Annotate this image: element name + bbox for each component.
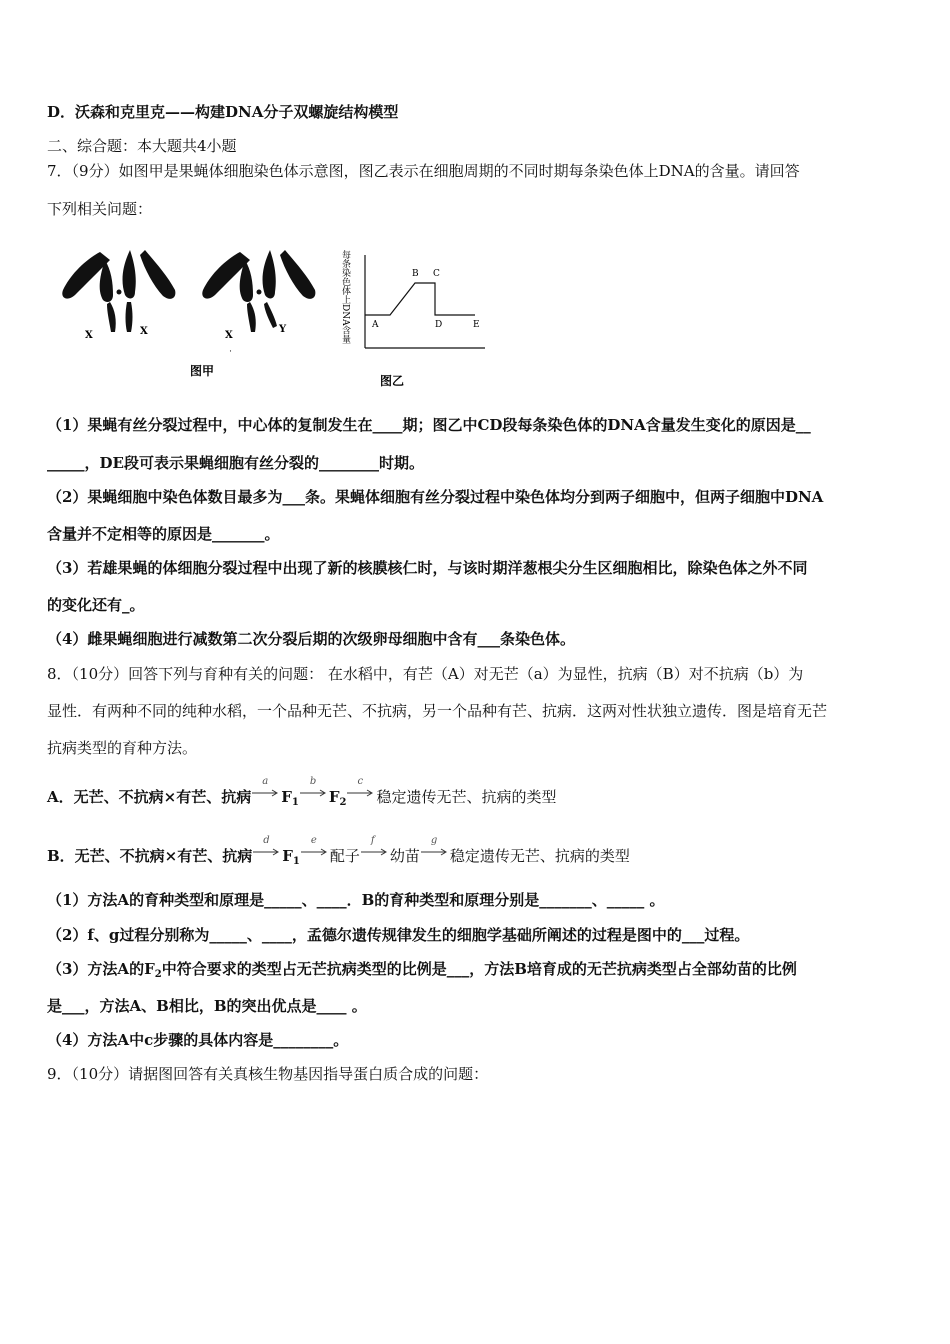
q7-stem-2: 下列相关问题： <box>47 200 153 218</box>
q7-p1-line2: _____，DE段可表示果蝇细胞有丝分裂的________时期。 <box>47 454 424 472</box>
male-x-label: X <box>225 330 233 341</box>
q8-p3-line2: 是___，方法A、B相比，B的突出优点是____ 。 <box>47 997 367 1015</box>
female-x2-label: X <box>140 326 148 337</box>
point-d: D <box>435 320 443 330</box>
q9-stem: 9．（10分）请据图回答有关真核生物基因指导蛋白质合成的问题： <box>47 1065 489 1083</box>
arrow-b: b <box>300 784 328 804</box>
q8-p4: （4）方法A中c步骤的具体内容是________。 <box>47 1031 349 1049</box>
arrow-d: d <box>253 843 281 863</box>
arrow-c: c <box>347 784 375 804</box>
method-b: B．无芒、不抗病×有芒、抗病 d $F_1$ e 配子 f 幼苗 g 稳定遗传无芒、抗病的类型 <box>47 835 630 867</box>
arrow-g: g <box>421 843 449 863</box>
arrow-e: e <box>301 843 329 863</box>
q8-stem-3: 抗病类型的育种方法。 <box>47 739 198 757</box>
fig-jia-caption: 图甲 <box>190 364 215 378</box>
point-a: A <box>372 320 379 330</box>
male-y-label: Y <box>279 324 287 335</box>
q8-p1: （1）方法A的育种类型和原理是_____、____．B的育种类型和原理分别是_______、_____ 。 <box>47 891 665 909</box>
q7-p2-line1: （2）果蝇细胞中染色体数目最多为___条。果蝇体细胞有丝分裂过程中染色体均分到两子细胞中，但两子细胞中DNA <box>47 488 824 506</box>
female-karyotype <box>62 250 175 332</box>
fig-yi-graph <box>365 255 485 348</box>
point-e: E <box>473 320 480 330</box>
arrow-a: a <box>252 784 280 804</box>
q8-p2: （2）f、g过程分别称为_____、____，孟德尔遗传规律发生的细胞学基础所阐述的过程是图中的___过程。 <box>47 926 750 944</box>
q7-p2-line2: 含量并不定相等的原因是_______。 <box>47 525 280 543</box>
male-karyotype <box>202 250 315 332</box>
q8-p3-line1: （3）方法A的$F_2$中符合要求的类型占无芒抗病类型的比例是___，方法B培育成的无芒抗病类型占全部幼苗的比例 <box>47 960 797 980</box>
q8-stem-1: 8．（10分）回答下列与育种有关的问题： 在水稻中，有芒（A）对无芒（a）为显性，抗病（B）对不抗病（b）为 <box>47 665 804 683</box>
method-a: A．无芒、不抗病×有芒、抗病 a $F_1$ b $F_2$ c 稳定遗传无芒、抗病的类型 <box>47 776 557 808</box>
fig-yi-ylabel: 每条染色体上DNA含量 <box>340 250 350 344</box>
q7-p4: （4）雌果蝇细胞进行减数第二次分裂后期的次级卵母细胞中含有___条染色体。 <box>47 630 575 648</box>
q7-p3-line2: 的变化还有_。 <box>47 596 145 614</box>
point-b: B <box>412 269 419 279</box>
fig-yi-caption: 图乙 <box>380 374 405 388</box>
section-header: 二、综合题：本大题共4小题 <box>47 137 237 155</box>
arrow-f: f <box>361 843 389 863</box>
q8-stem-2: 显性．有两种不同的纯种水稻，一个品种无芒、不抗病，另一个品种有芒、抗病．这两对性状独立遗传．图是培育无芒 <box>47 702 828 720</box>
female-x1-label: X <box>85 330 93 341</box>
option-d: D．沃森和克里克——构建DNA分子双螺旋结构模型 <box>47 103 399 121</box>
q7-stem-1: 7．（9分）如图甲是果蝇体细胞染色体示意图，图乙表示在细胞周期的不同时期每条染色体上DNA的含量。请回答 <box>47 162 800 180</box>
q7-p1-line1: （1）果蝇有丝分裂过程中，中心体的复制发生在____期；图乙中CD段每条染色体的DNA含量发生变化的原因是__ <box>47 416 811 434</box>
point-c: C <box>433 269 440 279</box>
q7-p3-line1: （3）若雄果蝇的体细胞分裂过程中出现了新的核膜核仁时，与该时期洋葱根尖分生区细胞相比，除染色体之外不同 <box>47 559 808 577</box>
svg-text:˙: ˙ <box>228 350 233 361</box>
chromosome-figure <box>55 240 505 390</box>
q7-figure <box>55 240 505 394</box>
